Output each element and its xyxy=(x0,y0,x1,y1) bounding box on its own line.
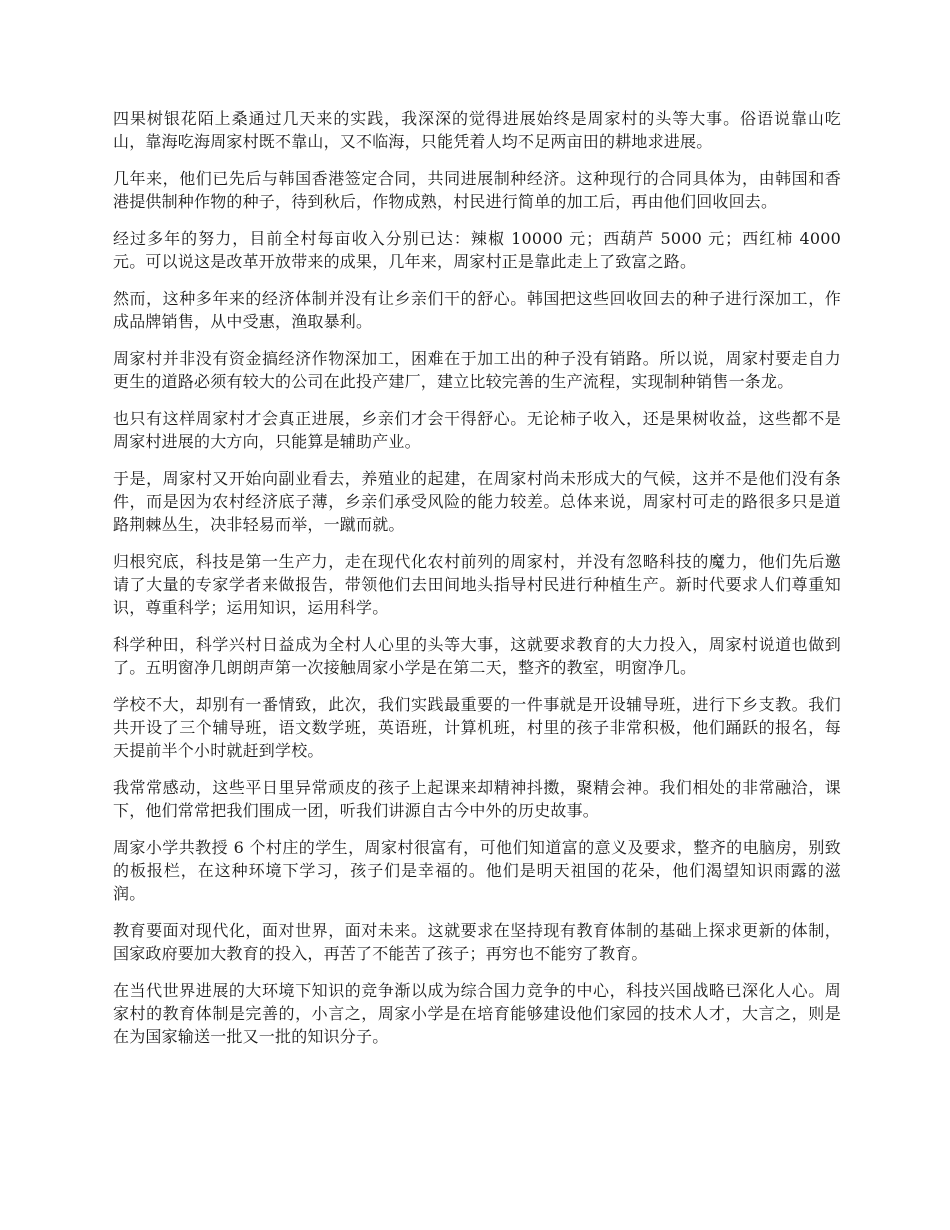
paragraph: 科学种田，科学兴村日益成为全村人心里的头等大事，这就要求教育的大力投入，周家村说道也做到了。五明窗净几朗朗声第一次接触周家小学是在第二天，整齐的教室，明窗净几。 xyxy=(113,635,841,677)
paragraph: 四果树银花陌上桑通过几天来的实践，我深深的觉得进展始终是周家村的头等大事。俗语说靠山吃山，靠海吃海周家村既不靠山，又不临海，只能凭着人均不足两亩田的耕地求进展。 xyxy=(113,109,841,151)
document-body xyxy=(113,107,841,1062)
paragraph: 学校不大，却别有一番情致，此次，我们实践最重要的一件事就是开设辅导班，进行下乡支教。我们共开设了三个辅导班，语文数学班，英语班，计算机班，村里的孩子非常积极，他们踊跃的报名，每天提前半个小时就赶到学校。 xyxy=(113,695,841,760)
paragraph: 归根究底，科技是第一生产力，走在现代化农村前列的周家村，并没有忽略科技的魔力，他们先后邀请了大量的专家学者来做报告，带领他们去田间地头指导村民进行种植生产。新时代要求人们尊重知识，尊重科学；运用知识，运用科学。 xyxy=(113,552,841,617)
paragraph: 周家村并非没有资金搞经济作物深加工，困难在于加工出的种子没有销路。所以说，周家村要走自力更生的道路必须有较大的公司在此投产建厂，建立比较完善的生产流程，实现制种销售一条龙。 xyxy=(113,349,841,391)
paragraph: 周家小学共教授 6 个村庄的学生，周家村很富有，可他们知道富的意义及要求，整齐的电脑房，别致的板报栏，在这种环境下学习，孩子们是幸福的。他们是明天祖国的花朵，他们渴望知识雨露的滋润。 xyxy=(113,838,841,903)
paragraph: 我常常感动，这些平日里异常顽皮的孩子上起课来却精神抖擞，聚精会神。我们相处的非常融洽，课下，他们常常把我们围成一团，听我们讲源自古今中外的历史故事。 xyxy=(113,778,841,820)
paragraph: 于是，周家村又开始向副业看去，养殖业的起建，在周家村尚未形成大的气候，这并不是他们没有条件，而是因为农村经济底子薄，乡亲们承受风险的能力较差。总体来说，周家村可走的路很多只是道路荆棘丛生，决非轻易而举，一蹴而就。 xyxy=(113,469,841,534)
paragraph: 教育要面对现代化，面对世界，面对未来。这就要求在坚持现有教育体制的基础上探求更新的体制，国家政府要加大教育的投入，再苦了不能苦了孩子；再穷也不能穷了教育。 xyxy=(113,921,841,963)
paragraph: 然而，这种多年来的经济体制并没有让乡亲们干的舒心。韩国把这些回收回去的种子进行深加工，作成品牌销售，从中受惠，渔取暴利。 xyxy=(113,289,841,331)
paragraph: 在当代世界进展的大环境下知识的竞争渐以成为综合国力竞争的中心，科技兴国战略已深化人心。周家村的教育体制是完善的，小言之，周家小学是在培育能够建设他们家园的技术人才，大言之，则是在为国家输送一批又一批的知识分子。 xyxy=(113,981,841,1046)
paragraph: 经过多年的努力，目前全村每亩收入分别已达：辣椒 10000 元；西葫芦 5000 元；西红柿 4000 元。可以说这是改革开放带来的成果，几年来，周家村正是靠此走上了致富之路。 xyxy=(113,229,841,271)
paragraph: 也只有这样周家村才会真正进展，乡亲们才会干得舒心。无论柿子收入，还是果树收益，这些都不是周家村进展的大方向，只能算是辅助产业。 xyxy=(113,409,841,451)
paragraph: 几年来，他们已先后与韩国香港签定合同，共同进展制种经济。这种现行的合同具体为，由韩国和香港提供制种作物的种子，待到秋后，作物成熟，村民进行简单的加工后，再由他们回收回去。 xyxy=(113,169,841,211)
